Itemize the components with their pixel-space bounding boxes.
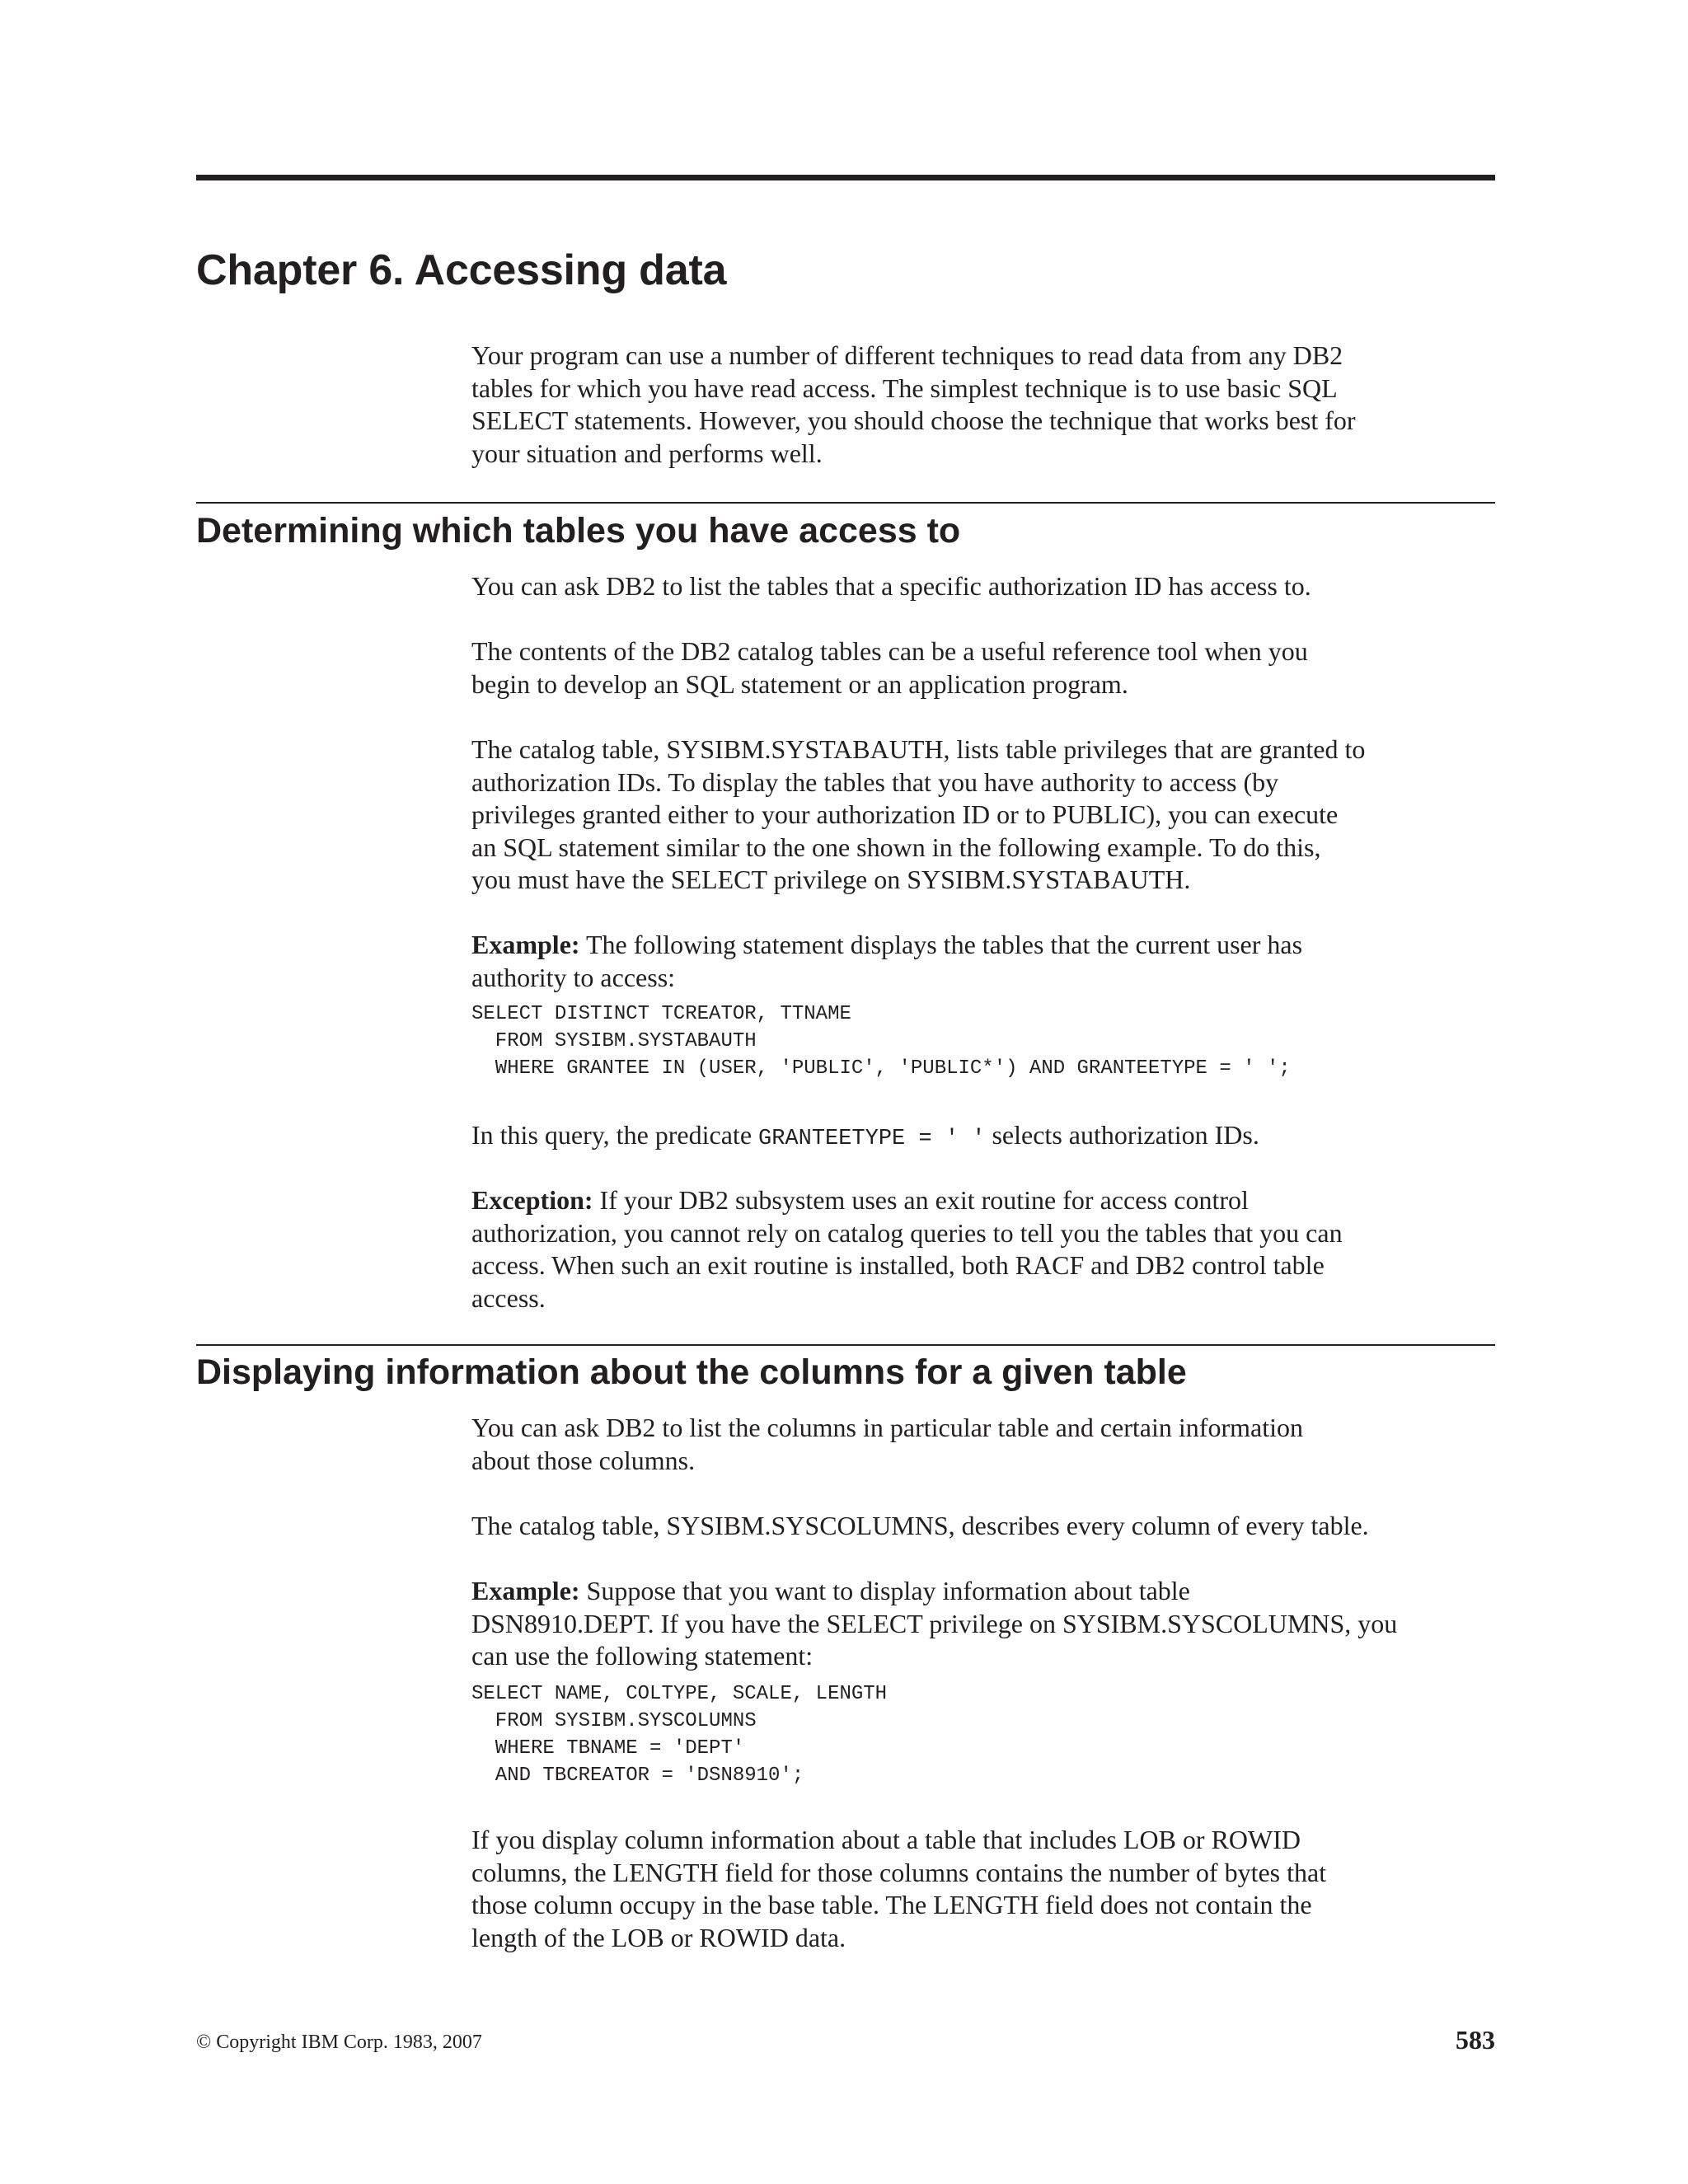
- query-text-after: selects authorization IDs.: [985, 1120, 1259, 1150]
- example-label: Example:: [471, 930, 580, 959]
- footer-copyright: © Copyright IBM Corp. 1983, 2007: [196, 2032, 482, 2053]
- page-number: 583: [1456, 2025, 1495, 2055]
- example-label-2: Example:: [471, 1576, 580, 1605]
- section-rule-2: [196, 1344, 1495, 1346]
- example-text-2: Suppose that you want to display information about table DSN8910.DEPT. If you have the SELECT privilege on SYSIBM.SYSCOLUMNS, you can use the following statement:: [471, 1576, 1398, 1671]
- section-title-table-access: Determining which tables you have access to: [196, 511, 961, 551]
- example-text: The following statement displays the tables that the current user has authority to access:: [471, 930, 1303, 992]
- code-block-syscolumns: SELECT NAME, COLTYPE, SCALE, LENGTH FROM SYSIBM.SYSCOLUMNS WHERE TBNAME = 'DEPT' AND TBCREATOR = 'DSN8910';: [471, 1683, 888, 1787]
- chapter-title: Chapter 6. Accessing data: [196, 246, 727, 294]
- chapter-intro: Your program can use a number of different techniques to read data from any DB2 tables for which you have read access. The simplest technique is to use basic SQL SELECT statements. However, you should choose the technique that works best for your situation and performs well.: [471, 340, 1356, 468]
- section2-paragraph-2: The catalog table, SYSIBM.SYSCOLUMNS, describes every column of every table.: [471, 1511, 1369, 1540]
- section1-paragraph-2: The contents of the DB2 catalog tables can be a useful reference tool when you begin to develop an SQL statement or an application program.: [471, 636, 1308, 699]
- section2-paragraph-1: You can ask DB2 to list the columns in particular table and certain information about those columns.: [471, 1413, 1303, 1475]
- section1-example: [471, 929, 1495, 994]
- exception-label: Exception:: [471, 1185, 593, 1215]
- section1-paragraph-3: The catalog table, SYSIBM.SYSTABAUTH, lists table privileges that are granted to authorization IDs. To display the tables that you have authority to access (by privileges granted either to your authorization ID or to PUBLIC), you can execute an SQL statement similar to the one shown in the following example. To do this, you must have the SELECT privilege on SYSIBM.SYSTABAUTH.: [471, 734, 1366, 895]
- section1-paragraph-1: You can ask DB2 to list the tables that a specific authorization ID has access to.: [471, 571, 1311, 601]
- chapter-top-rule: [196, 175, 1495, 180]
- exception-text: If your DB2 subsystem uses an exit routine for access control authorization, you cannot rely on catalog queries to tell you the tables that you can access. When such an exit routine is installed, both RACF and DB2 control table access.: [471, 1185, 1343, 1313]
- code-block-systabauth: SELECT DISTINCT TCREATOR, TTNAME FROM SYSIBM.SYSTABAUTH WHERE GRANTEE IN (USER, 'PUBLIC', 'PUBLIC*') AND GRANTEETYPE = ' ';: [471, 1003, 1291, 1080]
- section-rule-1: [196, 502, 1495, 504]
- query-explanation: [471, 1119, 1495, 1156]
- section-title-columns: Displaying information about the columns for a given table: [196, 1352, 1187, 1392]
- inline-code-granteetype: GRANTEETYPE = ' ': [758, 1127, 986, 1151]
- exception-paragraph: [471, 1184, 1495, 1315]
- section2-paragraph-3: If you display column information about a table that includes LOB or ROWID columns, the LENGTH field for those columns contains the number of bytes that those column occupy in the base table. The LENGTH field does not contain the length of the LOB or ROWID data.: [471, 1825, 1327, 1952]
- section2-example: [471, 1575, 1495, 1673]
- query-text-before: In this query, the predicate: [471, 1120, 759, 1150]
